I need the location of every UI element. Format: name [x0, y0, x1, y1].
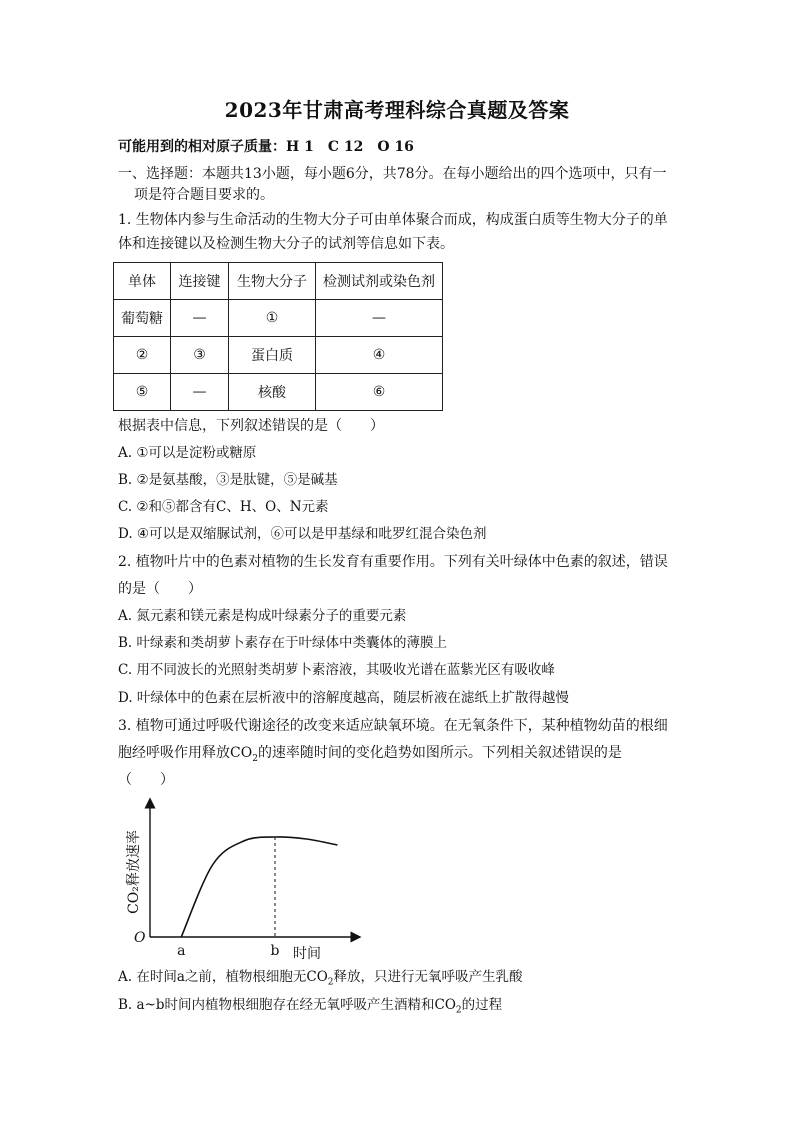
q3-option-b [118, 995, 502, 1021]
q2-option-b: B. 叶绿素和类胡萝卜素存在于叶绿体中类囊体的薄膜上 [118, 635, 448, 651]
q3-stem-2b: 的速率随时间的变化趋势如图所示。下列相关叙述错误的是 [257, 745, 622, 761]
table-cell: — [171, 300, 229, 337]
table-header-cell: 连接键 [171, 263, 229, 300]
table-row [114, 337, 443, 374]
table-cell: ⑥ [316, 374, 443, 411]
q1-option-a: A. ①可以是淀粉或糖原 [118, 445, 257, 461]
q3-option-a-text-2: 释放，只进行无氧呼吸产生乳酸 [333, 969, 523, 985]
q2-stem-1: 2. 植物叶片中的色素对植物的生长发育有重要作用。下列有关叶绿体中色素的叙述，错误 [118, 554, 668, 570]
origin-label: O [134, 930, 146, 946]
q3-option-a-sub: 2 [327, 977, 334, 988]
table-row [114, 300, 443, 337]
q3-stem-1: 3. 植物可通过呼吸代谢途径的改变来适应缺氧环境。在无氧条件下，某种植物幼苗的根细 [118, 718, 668, 734]
table-cell: 葡萄糖 [114, 300, 171, 337]
q1-stem-2: 体和连接键以及检测生物大分子的试剂等信息如下表。 [118, 236, 454, 252]
table-row [114, 374, 443, 411]
section-instruction-1: 一、选择题：本题共13小题，每小题6分，共78分。在每小题给出的四个选项中，只有一 [118, 166, 667, 182]
co2-rate-chart [118, 795, 368, 960]
q2-option-c: C. 用不同波长的光照射类胡萝卜素溶液，其吸收光谱在蓝紫光区有吸收峰 [118, 662, 555, 678]
q2-option-d: D. 叶绿体中的色素在层析液中的溶解度越高，随层析液在滤纸上扩散得越慢 [118, 690, 569, 706]
table-header-cell: 单体 [114, 263, 171, 300]
q3-option-b-text-2: 的过程 [461, 997, 503, 1013]
table-header-row [114, 263, 443, 300]
atomic-mass-line: 可能用到的相对原子质量：H 1 C 12 O 16 [118, 139, 414, 155]
q3-option-b-sub: 2 [455, 1005, 462, 1016]
table-cell: — [316, 300, 443, 337]
table-cell: ⑤ [114, 374, 171, 411]
q3-option-b-text: B. a~b时间内植物根细胞存在经无氧呼吸产生酒精和CO [118, 997, 456, 1013]
table-header-cell: 检测试剂或染色剂 [316, 263, 443, 300]
q3-option-a-text: A. 在时间a之前，植物根细胞无CO [118, 969, 328, 985]
q2-option-a: A. 氮元素和镁元素是构成叶绿素分子的重要元素 [118, 608, 407, 624]
q3-stem-2-sub: 2 [252, 753, 258, 764]
table-header-cell: 生物大分子 [229, 263, 316, 300]
table-cell: ① [229, 300, 316, 337]
q1-option-d: D. ④可以是双缩脲试剂，⑥可以是甲基绿和吡罗红混合染色剂 [118, 526, 487, 542]
y-axis-label: CO₂释放速率 [126, 830, 142, 914]
table-cell: 蛋白质 [229, 337, 316, 374]
q2-stem-2: 的是（ ） [118, 581, 202, 597]
table-cell: 核酸 [229, 374, 316, 411]
page-title: 2023年甘肃高考理科综合真题及答案 [224, 98, 570, 122]
q1-option-b: B. ②是氨基酸，③是肽键，⑤是碱基 [118, 472, 338, 488]
q1-table [113, 262, 443, 411]
table-cell: ④ [316, 337, 443, 374]
q3-stem-2a: 胞经呼吸作用释放CO [118, 745, 253, 761]
q1-prompt: 根据表中信息，下列叙述错误的是（ ） [118, 418, 384, 434]
x-tick-a: a [177, 943, 186, 959]
q3-stem-3: （ ） [118, 772, 174, 788]
x-axis-label: 时间 [293, 946, 321, 960]
q1-option-c: C. ②和⑤都含有C、H、O、N元素 [118, 499, 329, 515]
table-cell: ② [114, 337, 171, 374]
x-tick-b: b [270, 943, 280, 959]
section-instruction-2: 项是符合题目要求的。 [134, 187, 274, 203]
table-cell: — [171, 374, 229, 411]
q3-option-a [118, 967, 523, 993]
q1-stem-1: 1. 生物体内参与生命活动的生物大分子可由单体聚合而成，构成蛋白质等生物大分子的单 [118, 212, 668, 228]
q3-stem-2 [118, 743, 622, 769]
table-cell: ③ [171, 337, 229, 374]
co2-rate-curve [181, 837, 337, 937]
